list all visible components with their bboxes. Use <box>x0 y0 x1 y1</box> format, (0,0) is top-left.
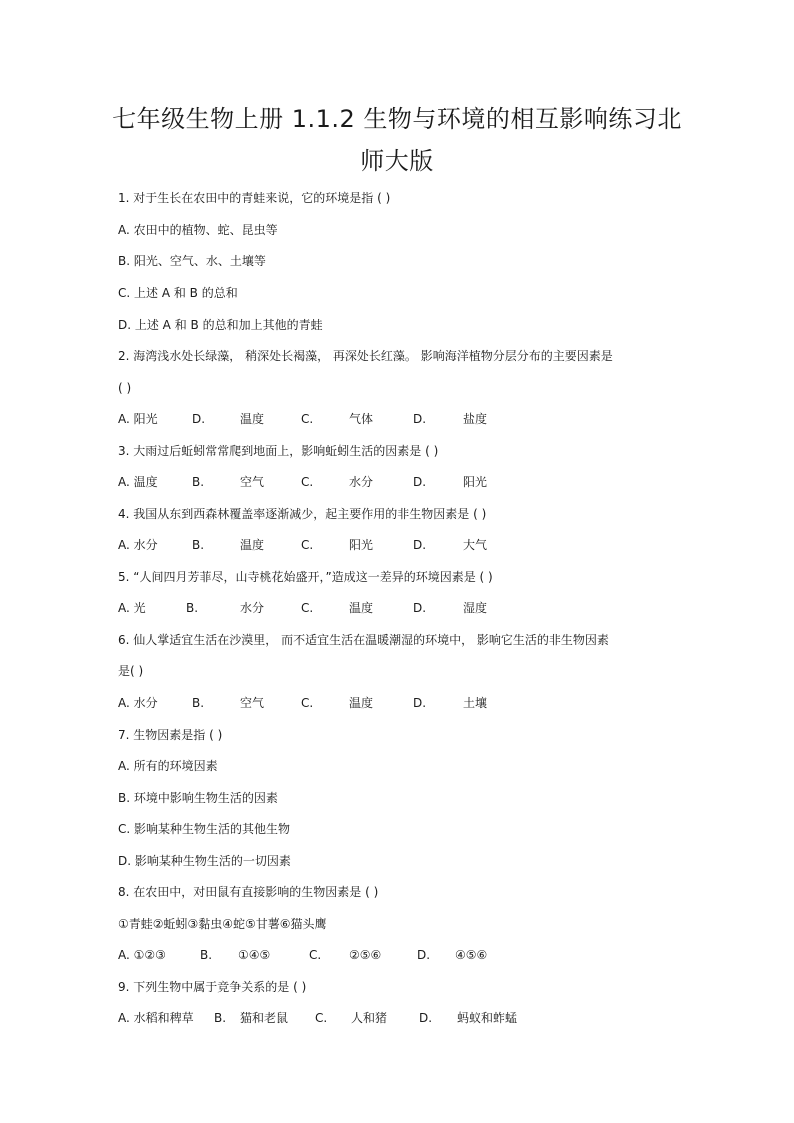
q8-option-b-text: ①④⑤ <box>238 948 271 962</box>
q7-option-a: A. 所有的环境因素 <box>118 759 218 773</box>
q6-stem: 6. 仙人掌适宜生活在沙漠里， 而不适宜生活在温暖潮湿的环境中， 影响它生活的非生物因素 <box>118 633 609 647</box>
q3-option-c-letter: C. <box>301 475 314 489</box>
q5-option-c-letter: C. <box>301 601 314 615</box>
q4-stem: 4. 我国从东到西森林覆盖率逐渐减少，起主要作用的非生物因素是 ( ) <box>118 507 487 521</box>
q2-option-a: A. 阳光 <box>118 412 158 426</box>
q3-option-d-text: 阳光 <box>463 475 488 489</box>
q7-stem: 7. 生物因素是指 ( ) <box>118 728 223 742</box>
q8-option-c-letter: C. <box>309 948 322 962</box>
q3-option-c-text: 水分 <box>349 475 374 489</box>
q2-option-b-text: 温度 <box>240 412 265 426</box>
q4-option-a: A. 水分 <box>118 538 158 552</box>
q6-option-d-text: 土壤 <box>463 696 488 710</box>
q6-option-c-text: 温度 <box>349 696 374 710</box>
q5-option-b-text: 水分 <box>240 601 265 615</box>
q9-option-d-letter: D. <box>419 1011 433 1025</box>
document-title-line-2: 师大版 <box>360 147 434 175</box>
q8-option-d-letter: D. <box>417 948 431 962</box>
q1-stem: 1. 对于生长在农田中的青蛙来说，它的环境是指 ( ) <box>118 191 391 205</box>
q5-stem: 5. “人间四月芳菲尽，山寺桃花始盛开，”造成这一差异的环境因素是 ( ) <box>118 570 493 584</box>
document-title-line-1: 七年级生物上册 1.1.2 生物与环境的相互影响练习北 <box>112 105 682 133</box>
q2-stem: 2. 海湾浅水处长绿藻， 稍深处长褐藻， 再深处长红藻。 影响海洋植物分层分布的主要因素是 <box>118 349 613 363</box>
q9-option-b-letter: B. <box>214 1011 227 1025</box>
q1-option-d: D. 上述 A 和 B 的总和加上其他的青蛙 <box>118 318 323 332</box>
q4-option-d-text: 大气 <box>463 538 488 552</box>
q4-option-c-letter: C. <box>301 538 314 552</box>
q7-option-c: C. 影响某种生物生活的其他生物 <box>118 822 291 836</box>
q1-option-a: A. 农田中的植物、蛇、昆虫等 <box>118 223 278 237</box>
q9-option-c-text: 人和猪 <box>351 1011 388 1025</box>
q4-option-c-text: 阳光 <box>349 538 374 552</box>
q2-option-b-letter: D. <box>192 412 206 426</box>
q8-option-c-text: ②⑤⑥ <box>349 948 382 962</box>
q8-option-b-letter: B. <box>200 948 213 962</box>
q9-stem: 9. 下列生物中属于竞争关系的是 ( ) <box>118 980 307 994</box>
q9-option-d-text: 蚂蚁和蚱蜢 <box>457 1011 518 1025</box>
q2-stem-continued: ( ) <box>118 381 132 395</box>
q2-option-d-letter: D. <box>413 412 427 426</box>
q3-stem: 3. 大雨过后蚯蚓常常爬到地面上，影响蚯蚓生活的因素是 ( ) <box>118 444 439 458</box>
q9-option-c-letter: C. <box>315 1011 328 1025</box>
q3-option-a: A. 温度 <box>118 475 158 489</box>
q6-option-b-text: 空气 <box>240 696 265 710</box>
q9-option-a: A. 水稻和稗草 <box>118 1011 194 1025</box>
q6-option-a: A. 水分 <box>118 696 158 710</box>
q2-option-d-text: 盐度 <box>463 412 488 426</box>
q4-option-b-letter: B. <box>192 538 205 552</box>
q6-stem-continued: 是( ) <box>118 664 144 678</box>
q8-items: ①青蛙②蚯蚓③黏虫④蛇⑤甘薯⑥猫头鹰 <box>118 917 327 931</box>
q2-option-c-letter: C. <box>301 412 314 426</box>
q7-option-d: D. 影响某种生物生活的一切因素 <box>118 854 291 868</box>
q3-option-b-text: 空气 <box>240 475 265 489</box>
q2-option-c-text: 气体 <box>349 412 374 426</box>
q7-option-b: B. 环境中影响生物生活的因素 <box>118 791 278 805</box>
q8-option-a: A. ①②③ <box>118 948 166 962</box>
q5-option-a: A. 光 <box>118 601 146 615</box>
q1-option-b: B. 阳光、空气、水、土壤等 <box>118 254 266 268</box>
q5-option-b-letter: B. <box>186 601 199 615</box>
q9-option-b-text: 猫和老鼠 <box>240 1011 289 1025</box>
q1-option-c: C. 上述 A 和 B 的总和 <box>118 286 238 300</box>
q3-option-b-letter: B. <box>192 475 205 489</box>
q5-option-c-text: 温度 <box>349 601 374 615</box>
q5-option-d-text: 湿度 <box>463 601 488 615</box>
q6-option-d-letter: D. <box>413 696 427 710</box>
q4-option-d-letter: D. <box>413 538 427 552</box>
q6-option-b-letter: B. <box>192 696 205 710</box>
q4-option-b-text: 温度 <box>240 538 265 552</box>
q8-option-d-text: ④⑤⑥ <box>455 948 488 962</box>
q5-option-d-letter: D. <box>413 601 427 615</box>
q6-option-c-letter: C. <box>301 696 314 710</box>
q3-option-d-letter: D. <box>413 475 427 489</box>
q8-stem: 8. 在农田中，对田鼠有直接影响的生物因素是 ( ) <box>118 885 379 899</box>
